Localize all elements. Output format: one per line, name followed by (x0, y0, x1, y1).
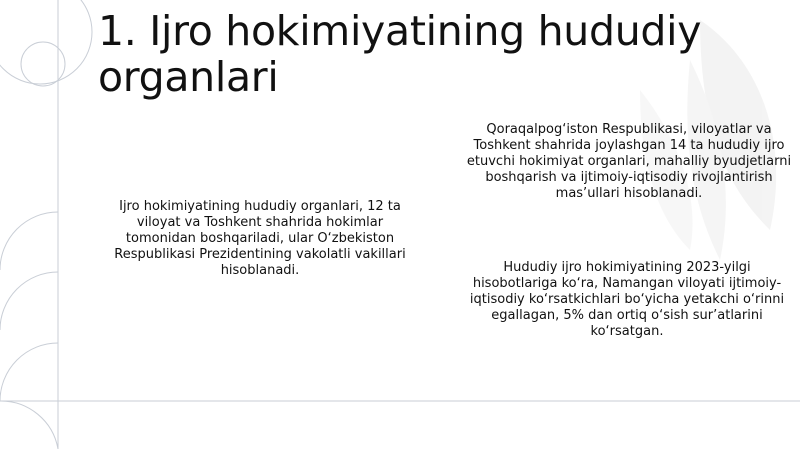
deco-arc-middle-2 (0, 272, 58, 330)
right-bottom-paragraph: Hududiy ijro hokimiyatining 2023-yilgi hisobotlariga ko‘ra, Namangan viloyati ijtimoiy-iqtisodiy ko‘rsatkichlari bo‘yicha yetakchi o‘rinni egallagan, 5% dan ortiq o‘sish sur’atlarini ko‘rsatgan. (469, 260, 785, 339)
slide-title: 1. Ijro hokimiyatining hududiy organlari (98, 7, 702, 101)
right-top-paragraph: Qoraqalpog‘iston Respublikasi, viloyatlar va Toshkent shahrida joylashgan 14 ta hududiy ijro etuvchi hokimiyat organlari, mahalliy byudjetlarni boshqarish va ijtimoiy-iqtisodiy rivojlantirish mas’ullari hisoblanadi. (466, 122, 792, 201)
deco-arc-middle (0, 212, 58, 270)
deco-arc-bottom (0, 401, 58, 449)
left-paragraph: Ijro hokimiyatining hududiy organlari, 12 ta viloyat va Toshkent shahrida hokimlar tomonidan boshqariladi, ular O‘zbekiston Respublikasi Prezidentining vakolatli vakillari hisoblanadi. (114, 199, 406, 278)
deco-arc-lower (0, 343, 58, 401)
